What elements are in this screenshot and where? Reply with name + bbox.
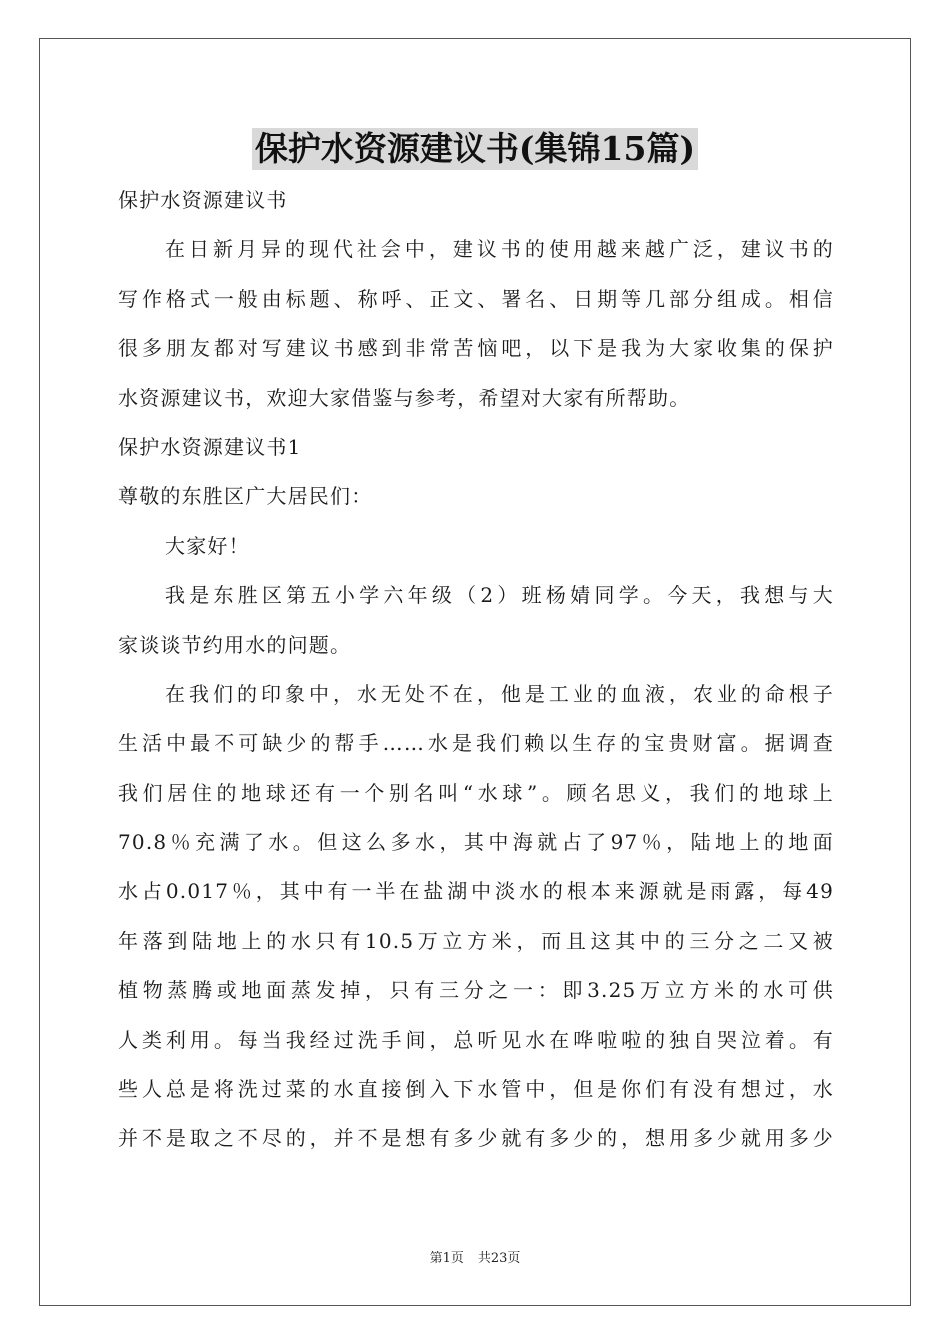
paragraph-line: 些人总是将洗过菜的水直接倒入下水管中，但是你们有没有想过，水 [118,1077,834,1102]
paragraph-line: 水资源建议书，欢迎大家借鉴与参考，希望对大家有所帮助。 [118,385,691,410]
paragraph-line: 家谈谈节约用水的问题。 [118,632,352,657]
paragraph-line: 生活中最不可缺少的帮手……水是我们赖以生存的宝贵财富。据调查 [118,731,834,756]
paragraph-line: 在我们的印象中，水无处不在，他是工业的血液，农业的命根子 [165,681,834,706]
document-body [118,176,834,1164]
greeting: 大家好！ [165,533,250,558]
paragraph-line: 水占0.017％，其中有一半在盐湖中淡水的根本来源就是雨露，每49 [118,879,834,904]
document-title: 保护水资源建议书(集锦15篇) [252,128,698,170]
paragraph-line: 写作格式一般由标题、称呼、正文、署名、日期等几部分组成。相信 [118,286,834,311]
paragraph-line: 在日新月异的现代社会中，建议书的使用越来越广泛，建议书的 [165,237,834,262]
paragraph-line: 植物蒸腾或地面蒸发掉，只有三分之一：即3.25万立方米的水可供 [118,978,834,1003]
paragraph-line: 我是东胜区第五小学六年级（2）班杨婧同学。今天，我想与大 [165,583,834,608]
section-heading: 保护水资源建议书 [118,188,288,212]
paragraph-line: 人类利用。每当我经过洗手间，总听见水在哗啦啦的独自哭泣着。有 [118,1027,834,1052]
paragraph-line: 并不是取之不尽的，并不是想有多少就有多少的，想用多少就用多少 [118,1126,834,1151]
paragraph-line: 年落到陆地上的水只有10.5万立方米，而且这其中的三分之二又被 [118,928,834,953]
paragraph-line: 很多朋友都对写建议书感到非常苦恼吧，以下是我为大家收集的保护 [118,336,834,361]
page-number: 第1页 [429,1251,464,1266]
salutation: 尊敬的东胜区广大居民们： [118,484,373,509]
page-total: 共23页 [477,1251,521,1266]
title-container [0,128,950,170]
page-footer [0,1247,950,1266]
paragraph-line: 70.8％充满了水。但这么多水，其中海就占了97％，陆地上的地面 [118,830,834,855]
section-heading: 保护水资源建议书1 [118,434,302,459]
paragraph-line: 我们居住的地球还有一个别名叫“水球”。顾名思义，我们的地球上 [118,780,834,805]
